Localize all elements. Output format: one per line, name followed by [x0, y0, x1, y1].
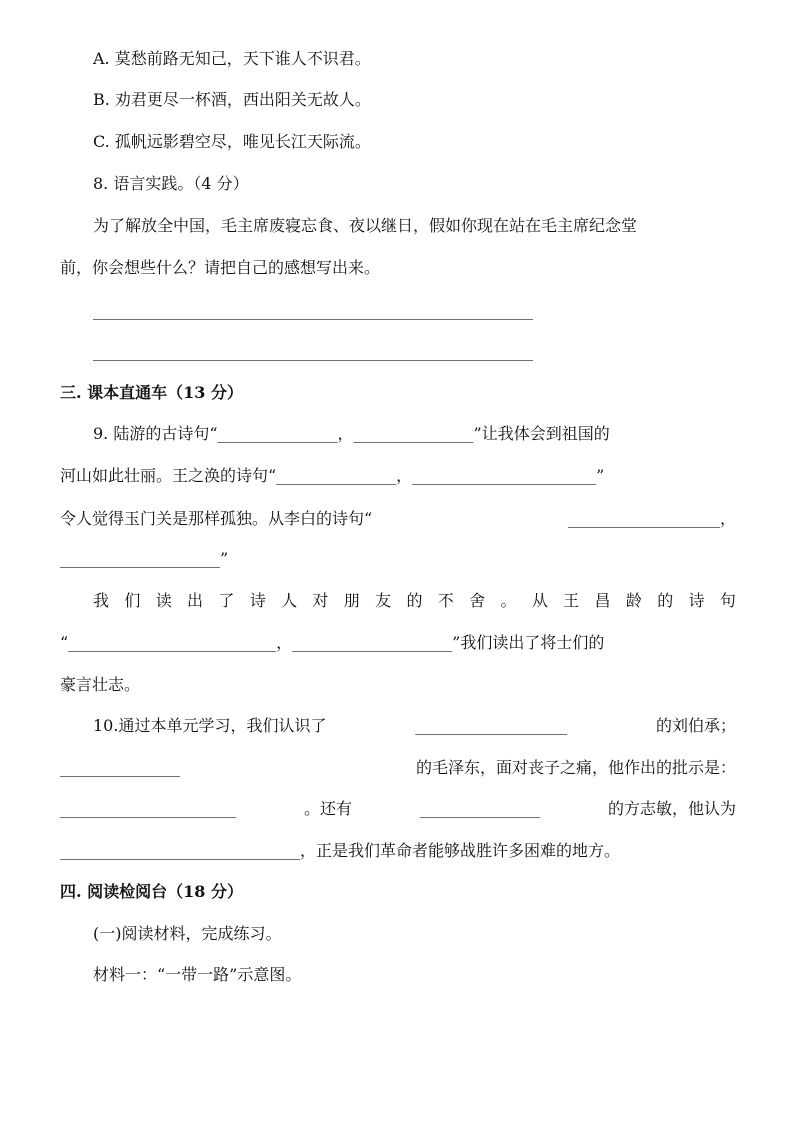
question-10-line-1: [93, 715, 736, 737]
char: 从: [531, 591, 548, 610]
char: 昌: [594, 591, 611, 610]
question-8-prompt-line-1: 为了解放全中国，毛主席废寝忘食、夜以继日，假如你现在站在毛主席纪念堂: [93, 216, 638, 235]
section-3-heading: 三. 课本直通车（13 分）: [60, 383, 243, 402]
question-9-line-3: [60, 508, 736, 530]
char: 不: [437, 591, 454, 610]
question-10-fang-zhimin: 的方志敏，他认为: [607, 799, 736, 818]
char: 。: [500, 591, 517, 610]
question-10-liu-bocheng: 的刘伯承；: [655, 716, 736, 735]
char: 对: [312, 591, 329, 610]
char: 王: [563, 591, 580, 610]
question-9-line-4[interactable]: ____________________”: [60, 549, 229, 568]
question-10-blank-3[interactable]: ______________________: [60, 799, 236, 818]
char: 诗: [249, 591, 266, 610]
char: 的: [657, 591, 674, 610]
question-10-blank-2[interactable]: _______________: [60, 758, 180, 777]
option-b: B. 劝君更尽一杯酒，西出阳关无故人。: [93, 90, 371, 109]
char: 朋: [343, 591, 360, 610]
char: 了: [218, 591, 235, 610]
question-8-prompt-line-2: 前，你会想些什么？请把自己的感想写出来。: [60, 258, 381, 277]
char: 诗: [688, 591, 705, 610]
char: 句: [719, 591, 736, 610]
section-4-heading: 四. 阅读检阅台（18 分）: [60, 882, 243, 901]
question-10-intro: 10.通过本单元学习，我们认识了: [93, 716, 327, 735]
answer-blank-2[interactable]: _______________________________________________________: [93, 342, 533, 361]
char: 人: [281, 591, 298, 610]
char: 舍: [469, 591, 486, 610]
char: 龄: [625, 591, 642, 610]
question-10-haiyou: 。还有: [303, 799, 352, 818]
question-10-line-2: [60, 757, 736, 779]
char: 友: [375, 591, 392, 610]
char: 的: [406, 591, 423, 610]
question-9-line-6: “__________________________，____________________”我们读出了将士们的: [60, 633, 605, 652]
material-1-label: 材料一：“一带一路”示意图。: [93, 965, 302, 984]
char: 读: [155, 591, 172, 610]
question-9-line-3-text: 令人觉得玉门关是那样孤独。从李白的诗句“: [60, 509, 373, 528]
option-c: C. 孤帆远影碧空尽，唯见长江天际流。: [93, 132, 371, 151]
reading-part-1: (一)阅读材料，完成练习。: [93, 924, 282, 943]
question-9-line-1: 9. 陆游的古诗句“_______________，_______________”让我体会到祖国的: [93, 424, 610, 443]
question-9-line-7: 豪言壮志。: [60, 675, 141, 694]
question-10-line-3: [60, 798, 736, 820]
option-a: A. 莫愁前路无知己，天下谁人不识君。: [93, 49, 371, 68]
char: 我: [93, 591, 110, 610]
question-10-mao-zedong: 的毛泽东，面对丧子之痛，他作出的批示是：: [415, 758, 736, 777]
question-9-line-2: 河山如此壮丽。王之涣的诗句“_______________，_______________________”: [60, 466, 605, 485]
question-10-blank-1[interactable]: ___________________: [415, 716, 568, 735]
char: 们: [124, 591, 141, 610]
question-9-blank-li-bai[interactable]: ___________________，: [567, 509, 736, 528]
question-9-line-5: [93, 590, 736, 612]
question-8-title: 8. 语言实践。（4 分）: [93, 174, 249, 193]
answer-blank-1[interactable]: _______________________________________________________: [93, 301, 533, 320]
question-10-line-4: ______________________________，正是我们革命者能够战胜许多困难的地方。: [60, 841, 621, 860]
question-10-blank-4[interactable]: _______________: [419, 799, 540, 818]
char: 出: [187, 591, 204, 610]
